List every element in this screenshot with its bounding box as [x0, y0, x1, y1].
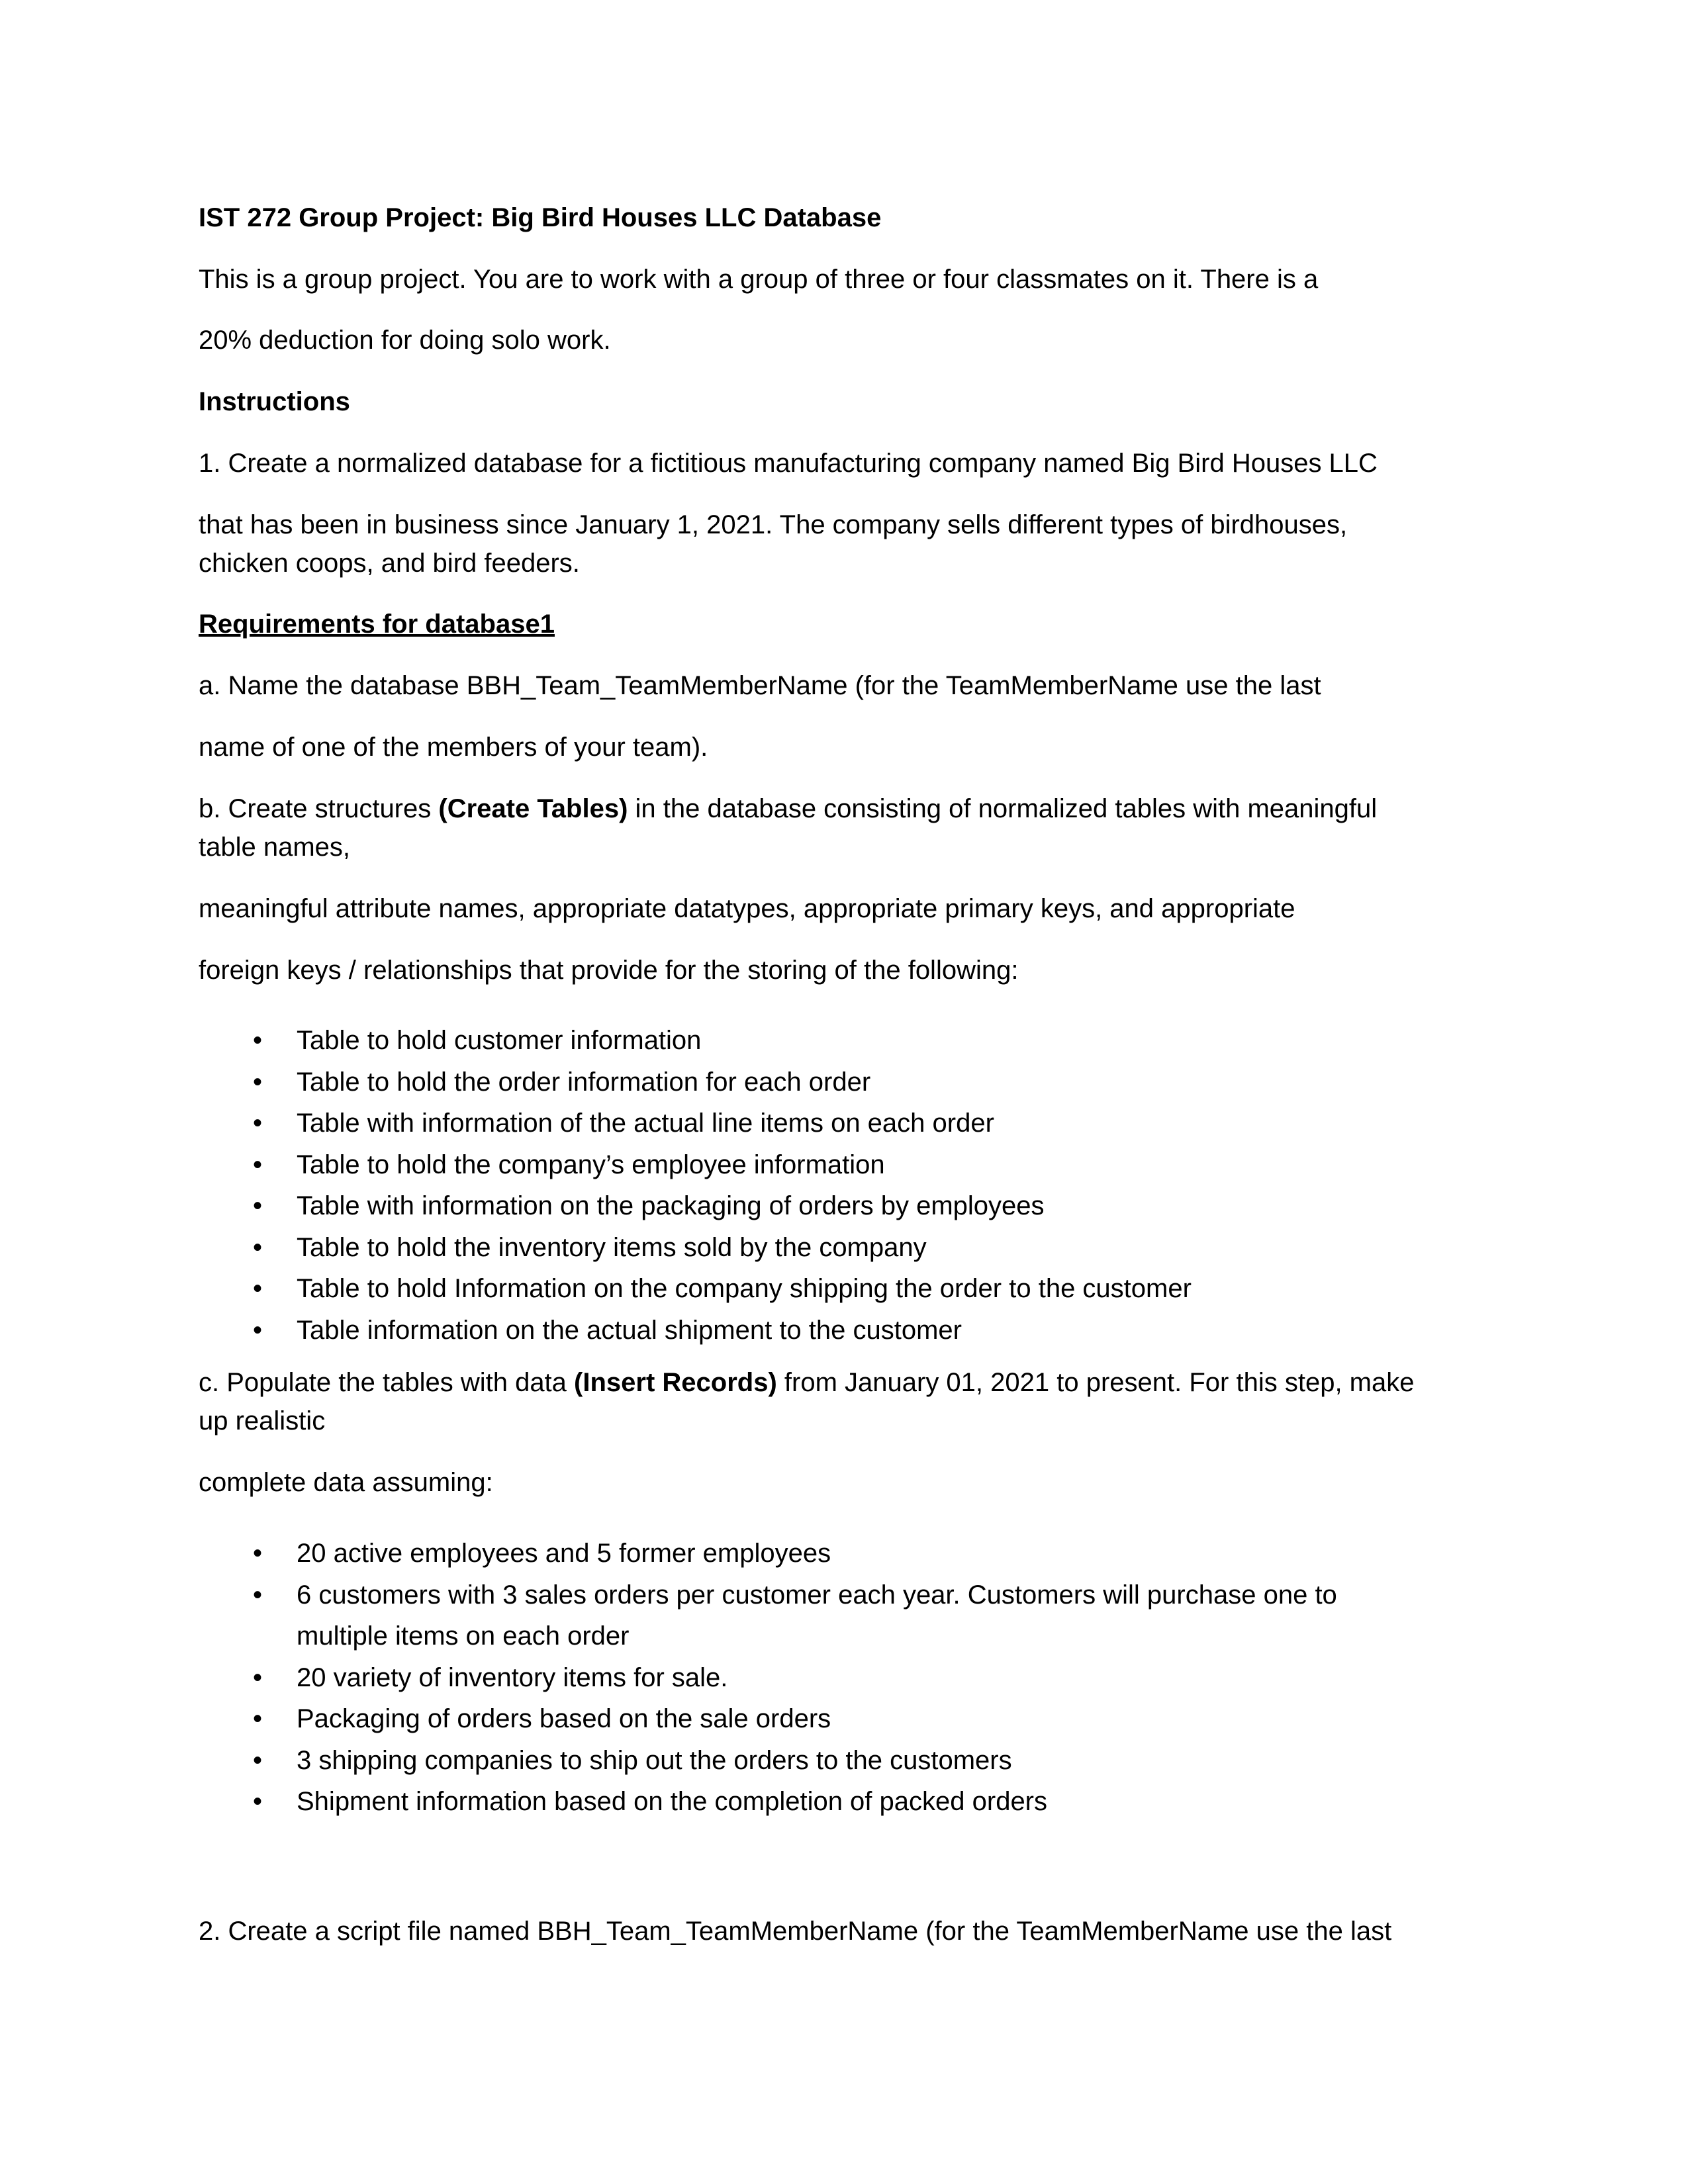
bullet-icon: • [253, 1662, 263, 1692]
bullet-icon: • [253, 1067, 263, 1097]
list-item: • Table to hold customer information [199, 1020, 1192, 1062]
requirements-heading: Requirements for database1 [199, 610, 555, 639]
list-item: • Table to hold the company’s employee information [199, 1144, 1192, 1186]
step1-line-1: 1. Create a normalized database for a fictitious manufacturing company named Big Bird Houses LLC [199, 449, 1378, 478]
req-b-line-2: table names, [199, 833, 351, 862]
req-b-line-4: foreign keys / relationships that provide for the storing of the following: [199, 956, 1019, 985]
document-title: IST 272 Group Project: Big Bird Houses LLC Database [199, 203, 882, 232]
req-c-line-2: up realistic [199, 1406, 326, 1435]
list-item: • Table to hold the order information for each order [199, 1062, 1192, 1103]
step2-line-1: 2. Create a script file named BBH_Team_TeamMemberName (for the TeamMemberName use the last [199, 1917, 1392, 1946]
list-item: • Table to hold Information on the company shipping the order to the customer [199, 1268, 1192, 1310]
bullet-icon: • [253, 1580, 263, 1610]
bullet-icon: • [253, 1109, 263, 1138]
list-item: • Table information on the actual shipment to the customer [199, 1310, 1192, 1351]
bullet-icon: • [253, 1704, 263, 1733]
req-c-line-3: complete data assuming: [199, 1468, 493, 1497]
list-item: • Table with information of the actual line items on each order [199, 1103, 1192, 1144]
req-c-pre: c. Populate the tables with data [199, 1368, 575, 1397]
req-b-bold: (Create Tables) [438, 794, 628, 823]
step1-line-3: chicken coops, and bird feeders. [199, 549, 580, 578]
bullet-icon: • [253, 1315, 263, 1345]
bullet-icon: • [253, 1150, 263, 1179]
req-b-line-3: meaningful attribute names, appropriate datatypes, appropriate primary keys, and appropriate [199, 894, 1295, 923]
list-item: • 6 customers with 3 sales orders per customer each year. Customers will purchase one to multiple items on each order [199, 1574, 1337, 1657]
bullet-icon: • [253, 1274, 263, 1303]
bullet-icon: • [253, 1539, 263, 1568]
req-c-line-1 [199, 1363, 1414, 1402]
bullet-icon: • [253, 1191, 263, 1220]
list-item: • Table with information on the packaging of orders by employees [199, 1185, 1192, 1227]
list-item: • Packaging of orders based on the sale orders [199, 1698, 1337, 1740]
req-a-line-2: name of one of the members of your team). [199, 733, 708, 762]
tables-list [199, 1020, 1192, 1351]
bullet-icon: • [253, 1232, 263, 1262]
data-assumptions-list [199, 1533, 1337, 1823]
req-b-line-1 [199, 790, 1377, 828]
instructions-heading: Instructions [199, 387, 350, 416]
bullet-icon: • [253, 1745, 263, 1775]
step1-line-2: that has been in business since January 1, 2021. The company sells different types of birdhouses, [199, 510, 1348, 539]
list-item: • Shipment information based on the completion of packed orders [199, 1781, 1337, 1823]
intro-line-2: 20% deduction for doing solo work. [199, 326, 611, 355]
req-b-post: in the database consisting of normalized tables with meaningful [628, 794, 1378, 823]
bullet-icon: • [253, 1787, 263, 1816]
req-c-bold: (Insert Records) [574, 1368, 777, 1397]
list-item: • 20 active employees and 5 former employees [199, 1533, 1337, 1574]
list-item: • Table to hold the inventory items sold by the company [199, 1227, 1192, 1269]
list-item: • 20 variety of inventory items for sale. [199, 1657, 1337, 1699]
req-b-pre: b. Create structures [199, 794, 439, 823]
intro-line-1: This is a group project. You are to work with a group of three or four classmates on it. There is a [199, 265, 1319, 294]
req-a-line-1: a. Name the database BBH_Team_TeamMemberName (for the TeamMemberName use the last [199, 671, 1321, 700]
req-c-post: from January 01, 2021 to present. For this step, make [776, 1368, 1415, 1397]
bullet-icon: • [253, 1026, 263, 1055]
list-item: • 3 shipping companies to ship out the orders to the customers [199, 1740, 1337, 1782]
